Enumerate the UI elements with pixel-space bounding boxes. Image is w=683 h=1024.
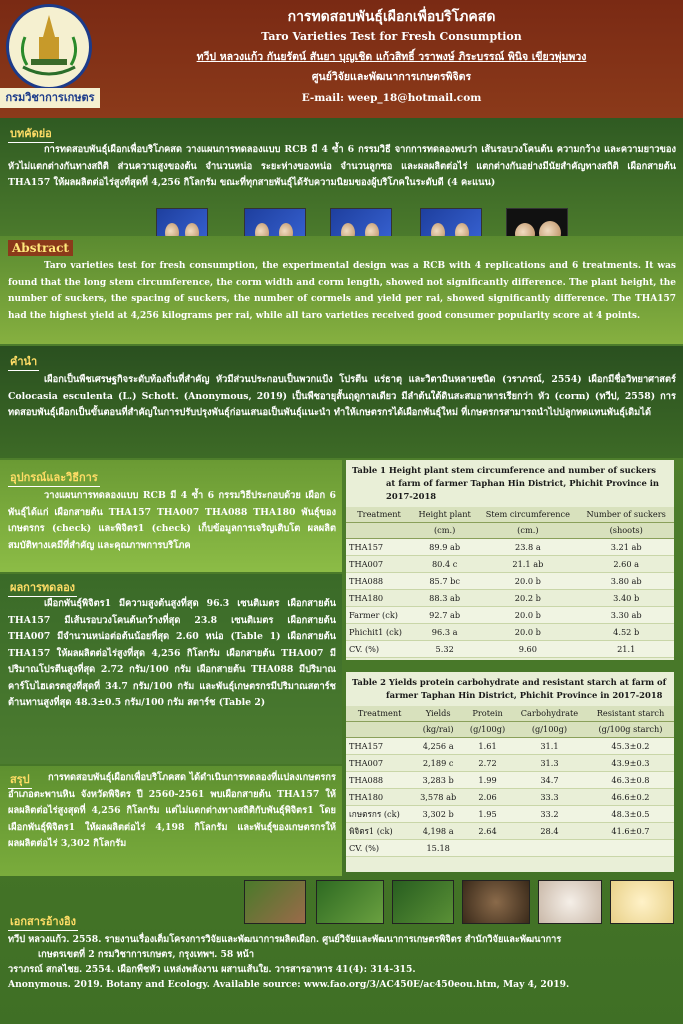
references-list (8, 932, 678, 992)
field-photo-1 (244, 880, 306, 924)
intro-text: เผือกเป็นพืชเศรษฐกิจระดับท้องถิ่นที่สำคัญ หัวมีส่วนประกอบเป็นพวกแป้ง โปรตีน แร่ธาตุ และวิตามินหลายชนิด (วราภรณ์, 2554) เผือกมีชื่อวิทยาศาสตร์ Colocasia esculenta (L.) Schott. (Anonymous, 2019) เป็นพืชอายุสั้นฤดูกาลเดียว มีลำต้นใต้ดินสะสมอาหารเรียกว่า หัว (corm) (ทวีป, 2558) การทดสอบพันธุ์เผือกเป็นขั้นตอนที่สำคัญในการปรับปรุงพันธุ์ก่อนเสนอเป็นพันธุ์แนะนำ ทำให้เกษตรกรได้เผือกพันธุ์ใหม่ ที่เกษตรกรสามารถนำไปปลูกทดแทนพันธุ์เดิมได้ (8, 374, 676, 418)
table-cell: THA088 (346, 573, 412, 590)
temple-emblem-icon (9, 7, 89, 87)
table-cell: CV. (%) (346, 641, 412, 658)
table-cell: 20.0 b (477, 624, 578, 641)
reference-item: เกษตรเขตที่ 2 กรมวิชาการเกษตร, กรุงเทพฯ. 58 หน้า (38, 949, 254, 960)
table-cell: Farmer (ck) (346, 607, 412, 624)
table-cell: 23.8 a (477, 539, 578, 556)
table-row (346, 573, 674, 590)
table-cell: THA007 (346, 755, 413, 772)
table-cell: THA180 (346, 590, 412, 607)
table-cell: 1.61 (463, 738, 512, 755)
table-cell: 31.3 (512, 755, 587, 772)
table-cell: 46.6±0.2 (587, 789, 674, 806)
reference-item: Anonymous. 2019. Botany and Ecology. Available source: www.fao.org/3/AC450E/ac450eou.htm, May 4, 2019. (8, 979, 570, 990)
table-cell: 21.1 (578, 641, 674, 658)
table-cell: 20.0 b (477, 607, 578, 624)
table-cell: 33.3 (512, 789, 587, 806)
table-cell: THA157 (346, 738, 413, 755)
results-title: ผลการทดลอง (8, 578, 77, 597)
table-cell: 3.21 ab (578, 539, 674, 556)
table-cell: 2.64 (463, 823, 512, 840)
header-banner (0, 0, 683, 118)
table-row (346, 806, 674, 823)
table-cell: 20.0 b (477, 573, 578, 590)
corm-cut-photo (462, 880, 530, 924)
conclusion-text: การทดสอบพันธุ์เผือกเพื่อบริโภคสด ได้ดำเนินการทดลองที่แปลงเกษตรกรอำเภอตะพานหิน จังหวัดพิจิตร ปี 2560-2561 พบเผือกสายต้น THA157 ให้ผลผลิตต่อไร่สูงสุดที่ 4,256 กิโลกรัม แต่ไม่แตกต่างทางสถิติกับพันธุ์พิจิตร1 โดยเผือกพันธุ์พิจิตร1 ให้ผลผลิตต่อไร่ 4,198 กิโลกรัม และพันธุ์ของเกษตรกรให้ผลผลิตต่อไร่ 3,302 กิโลกรัม (8, 772, 336, 849)
table-cell: Phichit1 (ck) (346, 624, 412, 641)
table-cell: 80.4 c (412, 556, 477, 573)
abstract-en-text: Taro varieties test for fresh consumption, the experimental design was a RCB with 4 replications and 6 treatments. It was found that the long stem circumference, the corm width and corm length, showed not significantly difference. The plant height, the number of suckers, the spacing of suckers, the number of cormels and yield per rai, showed significantly difference. The THA157 had the highest yield at 4,256 kilograms per rai, while all taro varieties received good consumer popularity score at 4 points. (8, 261, 676, 321)
intro-title: คำนำ (8, 352, 39, 371)
table-cell: 3,283 b (413, 772, 463, 789)
table-row (346, 590, 674, 607)
table-cell: 33.2 (512, 806, 587, 823)
table-cell: 85.7 bc (412, 573, 477, 590)
table-cell: 3.30 ab (578, 607, 674, 624)
table-cell: 43.9±0.3 (587, 755, 674, 772)
abstract-th-text: การทดสอบพันธุ์เผือกเพื่อบริโภคสด วางแผนการทดลองแบบ RCB มี 4 ซ้ำ 6 กรรมวิธี จากการทดลองพบว่า เส้นรอบวงโคนต้น ความกว้าง และความยาวของหัวไม่แตกต่างกันทางสถิติ ส่วนความสูงของต้น จำนวนหน่อ ระยะห่างของหน่อ จำนวนลูกซอ และผลผลิตต่อไร่ แตกต่างกันอย่างมีนัยสำคัญทางสถิติ เผือกสายต้น THA157 ให้ผลผลิตต่อไร่สูงที่สุดที่ 4,256 กิโลกรัม ขณะที่ทุกสายพันธุ์ได้รับความนิยมของผู้บริโภคในระดับดี (4 คะแนน) (8, 144, 676, 188)
table-row (346, 624, 674, 641)
table-1 (346, 460, 674, 660)
table-cell: 34.7 (512, 772, 587, 789)
poster-title-english: Taro Varieties Test for Fresh Consumption (261, 30, 522, 43)
table-cell: 4.52 b (578, 624, 674, 641)
department-logo (6, 4, 92, 90)
references-title: เอกสารอ้างอิง (8, 912, 78, 931)
table-cell: 9.60 (477, 641, 578, 658)
table-cell: 5.32 (412, 641, 477, 658)
table-cell: 4,198 a (413, 823, 463, 840)
table-cell: 21.1 ab (477, 556, 578, 573)
table-cell: 46.3±0.8 (587, 772, 674, 789)
table-cell: THA007 (346, 556, 412, 573)
table-cell: 20.2 b (477, 590, 578, 607)
table-cell: CV. (%) (346, 840, 413, 857)
table-cell: 28.4 (512, 823, 587, 840)
table-row (346, 840, 674, 857)
conclusion-title: สรุป (8, 770, 32, 789)
methods-title: อุปกรณ์และวิธีการ (8, 468, 100, 487)
table-cell: 2.06 (463, 789, 512, 806)
table-cell: 31.1 (512, 738, 587, 755)
table-cell: 88.3 ab (412, 590, 477, 607)
table-cell: 2,189 c (413, 755, 463, 772)
logo-caption: กรมวิชาการเกษตร (0, 88, 100, 108)
table-row (346, 738, 674, 755)
corm-flesh-photo (538, 880, 602, 924)
table-cell: 3.80 ab (578, 573, 674, 590)
table-cell: 4,256 a (413, 738, 463, 755)
table-cell: 92.7 ab (412, 607, 477, 624)
table-cell: 2.60 a (578, 556, 674, 573)
table-row (346, 789, 674, 806)
reference-item: ทวีป หลวงแก้ว. 2558. รายงานเรื่องเต็มโครงการวิจัยและพัฒนาการผลิตเผือก. ศูนย์วิจัยและพัฒนาการเกษตรพิจิตร สำนักวิจัยและพัฒนาการ (8, 934, 562, 945)
poster-title-thai: การทดสอบพันธุ์เผือกเพื่อบริโภคสด (287, 9, 496, 25)
table-cell: 3.40 b (578, 590, 674, 607)
table-cell: THA088 (346, 772, 413, 789)
table-cell: 89.9 ab (412, 539, 477, 556)
table-cell: 3,578 ab (413, 789, 463, 806)
table-row (346, 539, 674, 556)
table-cell: เกษตรกร (ck) (346, 806, 413, 823)
table-cell (463, 840, 512, 857)
results-text: เผือกพันธุ์พิจิตร1 มีความสูงต้นสูงที่สุด 96.3 เซนติเมตร เผือกสายต้น THA157 มีเส้นรอบวงโคนต้นกว้างที่สุด 23.8 เซนติเมตร เผือกสายต้น THA007 มีจำนวนหน่อต่อต้นน้อยที่สุด 2.60 หน่อ (Table 1) เผือกสายต้น THA157 ให้ผลผลิตต่อไร่สูงที่สุด 4,256 กิโลกรัม เผือกสายต้น THA007 มีปริมาณโปรตีนสูงที่สุด 2.72 กรัม/100 กรัม เผือกสายต้น THA088 มีปริมาณคาร์โบไฮเดรตสูงที่สุดที่ 34.7 กรัม/100 กรัม และพันธุ์เกษตรกรมีปริมาณสตาร์ชต้านทานสูงที่สุด 48.3±0.5 กรัม/100 กรัม สตาร์ช (Table 2) (8, 598, 336, 708)
table-2 (346, 672, 674, 872)
email: E-mail: weep_18@hotmail.com (301, 92, 482, 104)
field-photo-2 (316, 880, 384, 924)
table-2-grid: Treatment Yields Protein Carbohydrate Resistant starch (kg/rai) (g/100g) (g/100g) (g/100g starch) THA157 4,256 a 1.61 31.1 45.3±0.2 THA007 2,189 c 2.72 31.3 43.9±0.3 THA088 3,283 b 1.99 34.7 46.3±0.8 THA180 3,578 ab 2.06 33.3 46.6±0.2 เกษตรกร (ck) 3,302 b 1.95 33.2 48.3±0.5 พิจิตร1 (ck) 4,198 a 2.64 28.4 41.6±0.7 CV. (%) 15.18 (346, 706, 674, 857)
organization: ศูนย์วิจัยและพัฒนาการเกษตรพิจิตร (311, 71, 472, 83)
table-row (346, 755, 674, 772)
table-cell: 45.3±0.2 (587, 738, 674, 755)
abstract-th-title: บทคัดย่อ (8, 124, 54, 143)
table-cell: THA180 (346, 789, 413, 806)
table-row (346, 607, 674, 624)
table-2-caption: Table 2 Yields protein carbohydrate and resistant starch at farm of farmer Taphan Hin District, Phichit Province in 2017-2018 (352, 677, 667, 700)
methods-text: วางแผนการทดลองแบบ RCB มี 4 ซ้ำ 6 กรรมวิธีประกอบด้วย เผือก 6 พันธุ์ได้แก่ เผือกสายต้น THA157 THA007 THA088 THA180 พันธุ์ของเกษตรกร (check) และพิจิตร1 (check) เก็บข้อมูลการเจริญเติบโต ผลผลิต สมบัติทางเคมีที่สำคัญ และคุณภาพการบริโภค (8, 490, 336, 551)
table-cell: 2.72 (463, 755, 512, 772)
table-1-grid: Treatment Height plant Stem circumference Number of suckers (cm.) (cm.) (shoots) THA157 89.9 ab 23.8 a 3.21 ab THA007 80.4 c 21.1 ab 2.60 a THA088 85.7 bc 20.0 b 3.80 ab THA180 88.3 ab 20.2 b 3.40 b Farmer (ck) 92.7 ab 20.0 b 3.30 ab Phichit1 (ck) 96.3 a 20.0 b 4.52 b CV. (%) 5.32 9.60 21.1 (346, 507, 674, 658)
abstract-en-title: Abstract (8, 240, 73, 256)
table-cell: 1.99 (463, 772, 512, 789)
reference-item: วราภรณ์ สกลไชย. 2554. เผือกพืชหัว แหล่งพลังงาน ผสานเส้นใย. วารสารอาหาร 41(4): 314-315. (8, 964, 416, 975)
table-row (346, 823, 674, 840)
table-cell (587, 840, 674, 857)
table-row (346, 641, 674, 658)
table-1-caption: Table 1 Height plant stem circumference and number of suckers at farm of farmer Taphan Hin District, Phichit Province in 2017-2018 (352, 465, 660, 501)
table-cell: 1.95 (463, 806, 512, 823)
table-cell: 3,302 b (413, 806, 463, 823)
table-cell (512, 840, 587, 857)
authors: ทวีป หลวงแก้ว กันยรัตน์ สันยา บุญเชิด แก้วสิทธิ์ วราพงษ์ ภิระบรรณ์ พินิจ เขียวพุ่มพวง (196, 51, 587, 63)
table-cell: พิจิตร1 (ck) (346, 823, 413, 840)
table-cell: 48.3±0.5 (587, 806, 674, 823)
table-row (346, 772, 674, 789)
table-cell: 41.6±0.7 (587, 823, 674, 840)
table-cell: 96.3 a (412, 624, 477, 641)
table-cell: THA157 (346, 539, 412, 556)
leaf-photo (392, 880, 454, 924)
table-row (346, 556, 674, 573)
table-cell: 15.18 (413, 840, 463, 857)
starch-powder-photo (610, 880, 674, 924)
